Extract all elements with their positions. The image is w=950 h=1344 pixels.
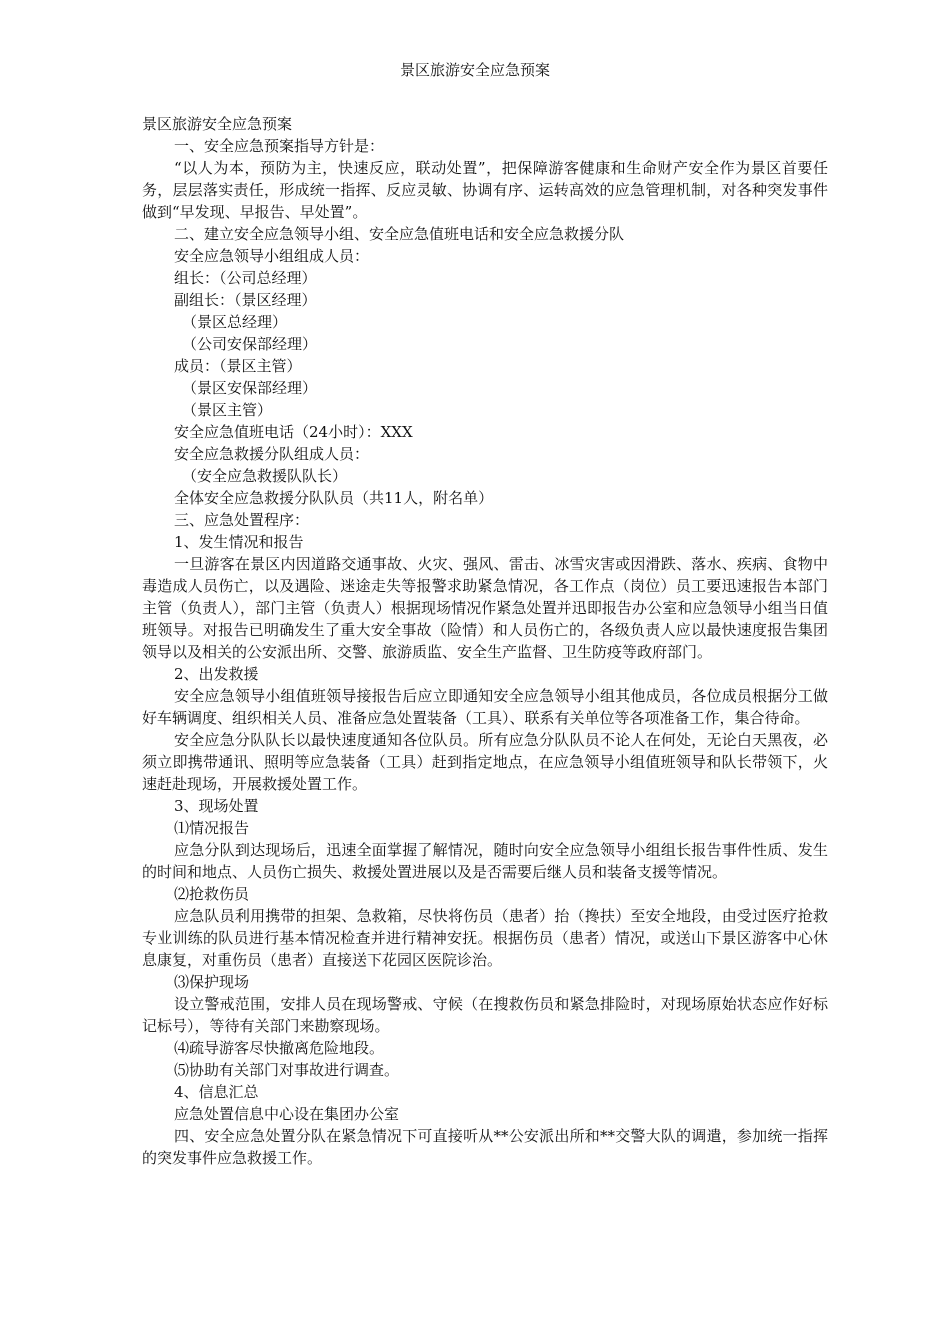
item-heading: ⑸协助有关部门对事故进行调查。: [174, 1061, 400, 1079]
list-line: 组长：（公司总经理）: [174, 269, 317, 287]
paragraph: 设立警戒范围，安排人员在现场警戒、守候（在搜救伤员和紧急排险时，对现场原始状态应作好标记标号），等待有关部门来勘察现场。: [142, 995, 828, 1035]
subsection-heading: 2、出发救援: [174, 665, 259, 683]
paragraph: 安全应急领导小组值班领导接报告后应立即通知安全应急领导小组其他成员，各位成员根据分工做好车辆调度、组织相关人员、准备应急处置装备（工具）、联系有关单位等各项准备工作，集合待命。: [142, 687, 828, 727]
page-title: 景区旅游安全应急预案: [399, 61, 550, 79]
paragraph: 应急分队到达现场后，迅速全面掌握了解情况，随时向安全应急领导小组组长报告事件性质、发生的时间和地点、人员伤亡损失、救援处置进展以及是否需要后继人员和装备支援等情况。: [142, 841, 828, 881]
paragraph: 应急队员利用携带的担架、急救箱，尽快将伤员（患者）抬（搀扶）至安全地段，由受过医疗抢救专业训练的队员进行基本情况检查并进行精神安抚。根据伤员（患者）情况，或送山下景区游客中心休息康复，对重伤员（患者）直接送下花园区医院诊治。: [142, 907, 828, 969]
list-line: （景区总经理）: [182, 313, 288, 331]
list-line: 副组长：（景区经理）: [174, 291, 317, 309]
item-heading: ⑵抢救伤员: [174, 885, 250, 903]
list-line: 安全应急救援分队组成人员：: [174, 445, 370, 463]
item-heading: ⑴情况报告: [174, 819, 250, 837]
list-line: 安全应急值班电话（24小时）：XXX: [174, 423, 413, 441]
paragraph: 一旦游客在景区内因道路交通事故、火灾、强风、雷击、冰雪灾害或因滑跌、落水、疾病、食物中毒造成人员伤亡，以及遇险、迷途走失等报警求助紧急情况，各工作点（岗位）员工要迅速报告本部门主管（负责人），部门主管（负责人）根据现场情况作紧急处置并迅即报告办公室和应急领导小组当日值班领导。对报告已明确发生了重大安全事故（险情）和人员伤亡的，各级负责人应以最快速度报告集团领导以及相关的公安派出所、交警、旅游质监、安全生产监督、卫生防疫等政府部门。: [142, 555, 828, 661]
paragraph: 应急处置信息中心设在集团办公室: [174, 1105, 400, 1123]
paragraph: 四、安全应急处置分队在紧急情况下可直接听从**公安派出所和**交警大队的调遣，参加统一指挥的突发事件应急救援工作。: [142, 1127, 828, 1167]
list-line: （公司安保部经理）: [182, 335, 318, 353]
section-heading: 一、安全应急预案指导方针是：: [174, 137, 385, 155]
subsection-heading: 1、发生情况和报告: [174, 533, 304, 551]
list-line: 全体安全应急救援分队队员（共11人，附名单）: [174, 489, 494, 507]
section-heading: 二、建立安全应急领导小组、安全应急值班电话和安全应急救援分队: [174, 225, 625, 243]
document-heading: 景区旅游安全应急预案: [142, 115, 293, 133]
list-line: （景区安保部经理）: [182, 379, 318, 397]
section-heading: 三、应急处置程序：: [174, 511, 310, 529]
list-line: 安全应急领导小组组成人员：: [174, 247, 370, 265]
paragraph: “以人为本，预防为主，快速反应，联动处置”，把保障游客健康和生命财产安全作为景区首要任务，层层落实责任，形成统一指挥、反应灵敏、协调有序、运转高效的应急管理机制，对各种突发事件做到“早发现、早报告、早处置”。: [142, 159, 828, 221]
item-heading: ⑷疏导游客尽快撤离危险地段。: [174, 1039, 385, 1057]
document-body: [142, 113, 828, 1169]
list-line: 成员：（景区主管）: [174, 357, 302, 375]
subsection-heading: 4、信息汇总: [174, 1083, 259, 1101]
item-heading: ⑶保护现场: [174, 973, 250, 991]
subsection-heading: 3、现场处置: [174, 797, 259, 815]
list-line: （安全应急救援队队长）: [182, 467, 348, 485]
list-line: （景区主管）: [182, 401, 273, 419]
paragraph: 安全应急分队队长以最快速度通知各位队员。所有应急分队队员不论人在何处，无论白天黑夜，必须立即携带通讯、照明等应急装备（工具）赶到指定地点，在应急领导小组值班领导和队长带领下，火速赶赴现场，开展救援处置工作。: [142, 731, 828, 793]
